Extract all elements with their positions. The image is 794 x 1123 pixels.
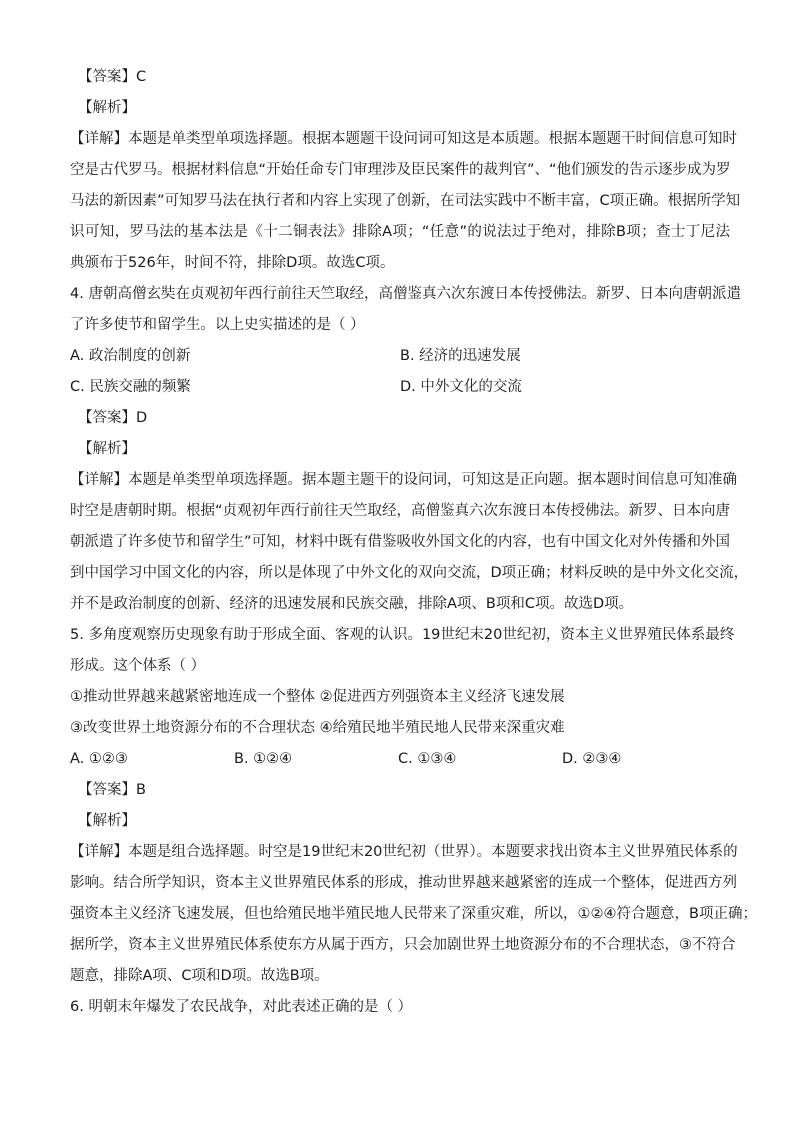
analysis-label: 【解析】 [78,441,136,457]
detail-line: 【详解】本题是单类型单项选择题。据本题主题干的设问词，可知这是正向题。据本题时间信息可知准确 [70,472,737,488]
question-stem-line: 4. 唐朝高僧玄奘在贞观初年西行前往天竺取经，高僧鉴真六次东渡日本传授佛法。新罗、日本向唐朝派遣 [70,286,741,302]
answer-label: 【答案】B [78,782,146,798]
detail-line: 空是古代罗马。根据材料信息“开始任命专门审理涉及臣民案件的裁判官”、“他们颁发的告示逐步成为罗 [70,162,731,178]
detail-line: 强资本主义经济飞速发展，但也给殖民地半殖民地人民带来了深重灾难，所以，①②④符合题意，B项正确； [70,906,757,922]
detail-paragraph [70,465,749,620]
analysis-label: 【解析】 [78,813,136,829]
question-stem-line: 了许多使节和留学生。以上史实描述的是（ ） [70,317,365,333]
detail-line: 典颁布于526年，时间不符，排除D项。故选C项。 [70,255,395,271]
detail-line: 【详解】本题是单类型单项选择题。根据本题题干设问词可知这是本质题。根据本题题干时间信息可知时 [70,131,737,147]
detail-line: 时空是唐朝时期。根据“贞观初年西行前往天竺取经，高僧鉴真六次东渡日本传授佛法。新罗、日本向唐 [70,503,731,519]
question-stem-line: 形成。这个体系（ ） [70,658,206,674]
statement-line: ③改变世界土地资源分布的不合理状态 ④给殖民地半殖民地人民带来深重灾难 [70,720,565,736]
option-c: C. 民族交融的频繁 [70,379,191,395]
answer-label: 【答案】D [78,410,148,426]
detail-line: 马法的新因素”可知罗马法在执行者和内容上实现了创新，在司法实践中不断丰富，C项正确。根据所学知 [70,193,741,209]
answer-label: 【答案】C [78,69,147,85]
detail-paragraph [70,124,741,279]
detail-line: 到中国学习中国文化的内容，所以是体现了中外文化的双向交流，D项正确；材料反映的是中外文化交流， [70,565,749,581]
detail-line: 据所学，资本主义世界殖民体系使东方从属于西方，只会加剧世界土地资源分布的不合理状态，③不符合 [70,937,736,953]
option-row [70,372,730,403]
document-page [70,62,757,1023]
question-stem [70,620,735,682]
option-a: A. 政治制度的创新 [70,348,191,364]
option-c: C. ①③④ [398,751,457,767]
question-stem-line: 5. 多角度观察历史现象有助于形成全面、客观的认识。19世纪末20世纪初，资本主义世界殖民体系最终 [70,627,735,643]
detail-line: 【详解】本题是组合选择题。时空是19世纪末20世纪初（世界）。本题要求找出资本主义世界殖民体系的 [70,844,738,860]
detail-line: 识可知，罗马法的基本法是《十二铜表法》排除A项；“任意”的说法过于绝对，排除B项；查士丁尼法 [70,224,730,240]
option-b: B. 经济的迅速发展 [400,348,521,364]
option-d: D. ②③④ [562,751,622,767]
option-d: D. 中外文化的交流 [400,379,522,395]
detail-line: 朝派遣了许多使节和留学生”可知，材料中既有借鉴吸收外国文化的内容，也有中国文化对外传播和外国 [70,534,731,550]
option-row [70,744,730,775]
question-stem [70,279,741,341]
statement-line: ①推动世界越来越紧密地连成一个整体 ②促进西方列强资本主义经济飞速发展 [70,689,565,705]
analysis-label: 【解析】 [78,100,136,116]
detail-line: 并不是政治制度的创新、经济的迅速发展和民族交融，排除A项、B项和C项。故选D项。 [70,596,634,612]
detail-line: 题意，排除A项、C项和D项。故选B项。 [70,968,329,984]
option-b: B. ①②④ [234,751,293,767]
detail-line: 影响。结合所学知识，资本主义世界殖民体系的形成，推动世界越来越紧密的连成一个整体，促进西方列 [70,875,737,891]
option-row [70,341,730,372]
detail-paragraph [70,837,757,992]
option-a: A. ①②③ [70,751,128,767]
question-stem-line: 6. 明朝末年爆发了农民战争，对此表述正确的是（ ） [70,999,413,1015]
